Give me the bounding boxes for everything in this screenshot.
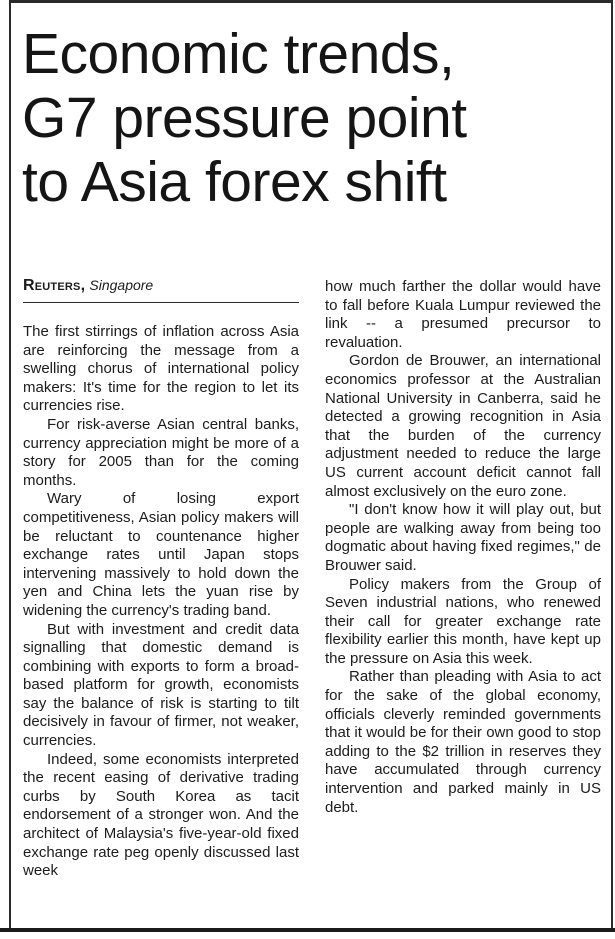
paragraph: The first stirrings of inflation across Asia are reinforcing the message from a swelling chorus of international policy makers: It's time for the region to let its currencies rise. bbox=[23, 323, 299, 415]
headline bbox=[22, 22, 607, 214]
paragraph: But with investment and credit data signalling that domestic demand is combining with exports to form a broad-based platform for growth, economists say the balance of risk is starting to tilt decisively in favour of firmer, not weaker, currencies. bbox=[23, 620, 299, 750]
paragraph: Policy makers from the Group of Seven industrial nations, who renewed their call for greater exchange rate flexibility earlier this month, have kept up the pressure on Asia this week. bbox=[325, 575, 601, 667]
bottom-rule bbox=[0, 928, 615, 932]
byline bbox=[23, 275, 299, 303]
paragraph: Rather than pleading with Asia to act for the sake of the global economy, officials cleverly reminded governments that it would be for their own good to stop adding to the $2 trillion in reserves they have accumulated through currency intervention and parked mainly in US debt. bbox=[325, 668, 601, 816]
headline-line-2: G7 pressure point bbox=[22, 86, 467, 150]
paragraph: Gordon de Brouwer, an international economics professor at the Australian National University in Canberra, said he detected a growing recognition in Asia that the burden of the currency adjustment needed to reduce the large US current account deficit cannot fall almost exclusively on the euro zone. bbox=[325, 352, 601, 500]
headline-line-1: Economic trends, bbox=[22, 22, 455, 86]
paragraph: Wary of losing export competitiveness, Asian policy makers will be reluctant to countenance higher exchange rates until Japan stops intervening massively to hold down the yen and China lets the yuan rise by widening the currency's trading band. bbox=[23, 490, 299, 619]
paragraph: "I don't know how it will play out, but people are walking away from being too dogmatic about having fixed regimes," de Brouwer said. bbox=[325, 501, 601, 574]
paragraph: For risk-averse Asian central banks, currency appreciation might be more of a story for 2005 than for the coming months. bbox=[23, 415, 299, 489]
headline-line-3: to Asia forex shift bbox=[22, 150, 447, 214]
byline-city: Singapore bbox=[89, 277, 154, 293]
paragraph: Indeed, some economists interpreted the recent easing of derivative trading curbs by South Korea as tacit endorsement of a stronger won. And the architect of Malaysia's five-year-old fixed exchange rate peg openly discussed last week bbox=[23, 750, 299, 880]
byline-agency: Reuters, bbox=[23, 277, 86, 294]
paragraph-continued: how much farther the dollar would have to fall before Kuala Lumpur reviewed the link -- a presumed precursor to revaluation. bbox=[325, 278, 601, 351]
left-column bbox=[23, 275, 299, 881]
right-column bbox=[325, 278, 601, 817]
